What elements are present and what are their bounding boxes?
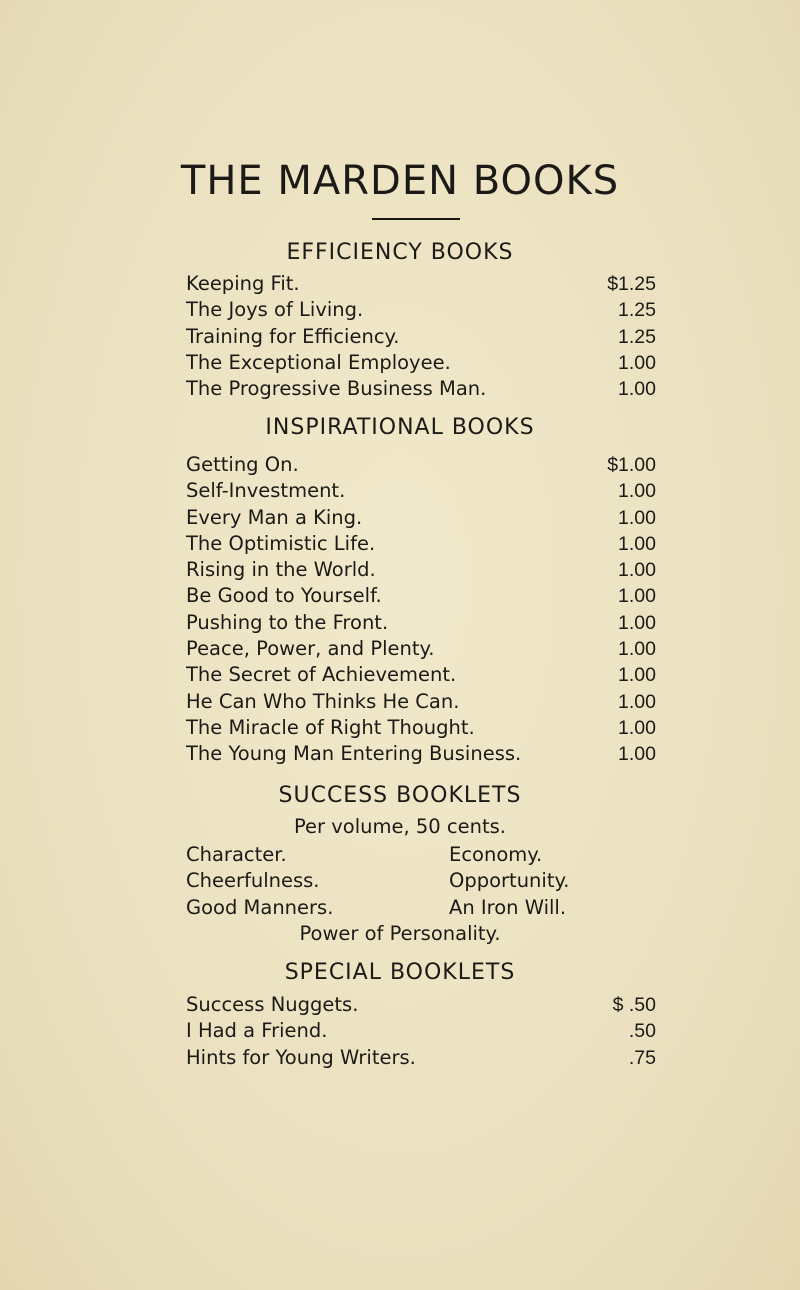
success-heading: SUCCESS BOOKLETS [278, 783, 522, 808]
list-item: Cheerfulness. [186, 869, 320, 893]
list-item [186, 272, 656, 298]
special-heading: SPECIAL BOOKLETS [284, 960, 516, 985]
book-title: The Secret of Achievement. [186, 663, 457, 687]
book-price: 1.00 [618, 743, 656, 766]
inspirational-heading: INSPIRATIONAL BOOKS [265, 415, 535, 440]
book-price: 1.00 [618, 506, 656, 529]
list-item [186, 506, 656, 532]
book-price: 1.00 [618, 716, 656, 739]
book-title: The Progressive Business Man. [186, 377, 487, 401]
list-item [186, 742, 656, 768]
book-title: Every Man a King. [186, 505, 363, 529]
book-title: Keeping Fit. [186, 272, 300, 295]
list-item [186, 453, 656, 479]
success-last-item: Power of Personality. [299, 922, 501, 945]
list-item [186, 558, 656, 584]
book-price: 1.00 [618, 638, 656, 661]
book-price: 1.00 [618, 611, 656, 634]
booklet-title: Hints for Young Writers. [186, 1045, 416, 1069]
booklet-title: I Had a Friend. [186, 1019, 328, 1043]
book-price: 1.00 [618, 532, 656, 555]
booklet-title: Success Nuggets. [186, 993, 359, 1016]
list-item [186, 663, 656, 689]
book-title: He Can Who Thinks He Can. [186, 689, 460, 713]
list-item [186, 690, 656, 716]
book-title: Self-Investment. [186, 479, 346, 503]
list-item: Character. [186, 843, 287, 866]
list-item [186, 1046, 656, 1072]
book-price: 1.00 [618, 378, 656, 401]
book-title: Getting On. [186, 453, 299, 476]
efficiency-heading: EFFICIENCY BOOKS [286, 240, 514, 265]
book-price: 1.00 [618, 690, 656, 713]
book-price: $1.25 [607, 273, 656, 295]
book-title: The Exceptional Employee. [186, 350, 451, 374]
list-item [186, 532, 656, 558]
success-right-column [449, 843, 569, 922]
book-price: 1.00 [618, 585, 656, 608]
booklet-price: .75 [628, 1046, 656, 1069]
book-title: Peace, Power, and Plenty. [186, 637, 435, 661]
book-title: Rising in the World. [186, 558, 376, 582]
book-title: Training for Efficiency. [186, 324, 400, 348]
booklet-price: $ .50 [612, 994, 656, 1016]
book-price: $1.00 [607, 454, 656, 476]
book-price: 1.00 [618, 480, 656, 503]
title-divider [372, 218, 460, 220]
list-item [186, 351, 656, 377]
list-item [186, 298, 656, 324]
list-item [186, 993, 656, 1019]
list-item [186, 716, 656, 742]
success-left-column [186, 843, 333, 922]
page-title: THE MARDEN BOOKS [180, 158, 620, 204]
success-subheading: Per volume, 50 cents. [293, 815, 506, 838]
book-price: 1.00 [618, 351, 656, 374]
efficiency-list [186, 272, 656, 403]
list-item: Opportunity. [449, 869, 570, 893]
list-item [186, 479, 656, 505]
book-title: Be Good to Yourself. [186, 584, 382, 608]
list-item [186, 377, 656, 403]
book-price: 1.25 [618, 325, 656, 348]
list-item: Good Manners. [186, 895, 334, 919]
list-item [186, 325, 656, 351]
book-price: 1.00 [618, 664, 656, 687]
list-item: An Iron Will. [449, 895, 567, 919]
list-item [186, 637, 656, 663]
list-item [186, 584, 656, 610]
book-price: 1.00 [618, 559, 656, 582]
inspirational-list [186, 453, 656, 769]
book-title: The Young Man Entering Business. [186, 742, 522, 766]
book-title: The Joys of Living. [186, 298, 364, 322]
list-item [186, 1019, 656, 1045]
book-title: The Optimistic Life. [186, 531, 376, 555]
list-item [186, 611, 656, 637]
book-title: The Miracle of Right Thought. [186, 715, 475, 739]
booklet-price: .50 [628, 1020, 656, 1043]
book-title: Pushing to the Front. [186, 610, 389, 634]
list-item: Economy. [449, 843, 543, 866]
book-price: 1.25 [618, 299, 656, 322]
special-list [186, 993, 656, 1072]
